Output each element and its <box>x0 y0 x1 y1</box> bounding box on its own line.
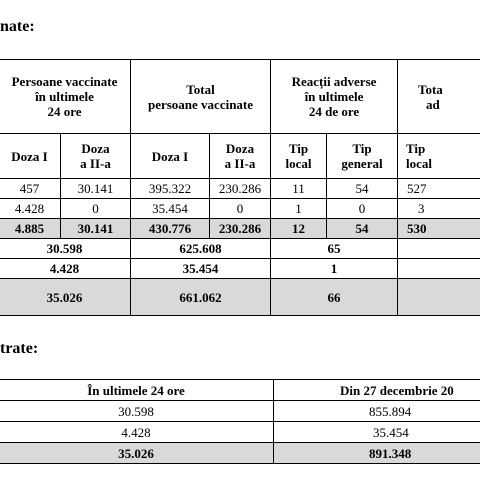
table-total-row <box>0 443 480 464</box>
cell: 30.141 <box>61 179 131 199</box>
cell: 457 <box>0 179 61 199</box>
cell: 12 <box>271 219 327 239</box>
cell: 35.454 <box>131 199 210 219</box>
subheader-tip-general: Tip general <box>327 134 398 179</box>
cell: 66 <box>271 279 398 316</box>
cell <box>398 279 480 316</box>
header-adverse-24h: Reacții adverse în ultimele 24 de ore <box>271 60 398 134</box>
cell: 11 <box>271 179 327 199</box>
summary-row <box>0 259 480 279</box>
cell: 35.026 <box>0 279 131 316</box>
cell: 0 <box>61 199 131 219</box>
table-header-row <box>0 380 480 401</box>
cell: 4.428 <box>0 422 274 443</box>
cell: 0 <box>327 199 398 219</box>
cell: 527 <box>398 179 480 199</box>
subheader-doza-2: Doza a II-a <box>61 134 131 179</box>
cell <box>398 239 480 259</box>
cell: 4.428 <box>0 199 61 219</box>
header-total-persons: Total persoane vaccinate <box>131 60 271 134</box>
table-row <box>0 422 480 443</box>
cell: 530 <box>398 219 480 239</box>
cell: 891.348 <box>274 443 480 464</box>
subheader-doza-1-total: Doza I <box>131 134 210 179</box>
subheader-doza-1: Doza I <box>0 134 61 179</box>
subheader-tip-local-total: Tip local <box>398 134 480 179</box>
table-subheader-row <box>0 134 480 179</box>
cell: 35.454 <box>131 259 271 279</box>
summary-row <box>0 239 480 259</box>
table-row <box>0 179 480 199</box>
subheader-doza-2-total: Doza a II-a <box>210 134 271 179</box>
subheader-tip-local: Tip local <box>271 134 327 179</box>
header-last-24h: În ultimele 24 ore <box>0 380 274 401</box>
cell: 430.776 <box>131 219 210 239</box>
header-since-27-dec: Din 27 decembrie 20 <box>274 380 480 401</box>
vaccination-table <box>0 59 480 316</box>
section-1-title: nate: <box>0 18 35 35</box>
cell: 1 <box>271 199 327 219</box>
cell: 35.454 <box>274 422 480 443</box>
cell: 625.608 <box>131 239 271 259</box>
cell: 4.428 <box>0 259 131 279</box>
section-2-title: trate: <box>0 340 39 357</box>
cell: 54 <box>327 179 398 199</box>
cell: 661.062 <box>131 279 271 316</box>
cell <box>398 259 480 279</box>
header-persons-24h: Persoane vaccinate în ultimele 24 ore <box>0 60 131 134</box>
header-total-adverse: Tota ad <box>398 60 480 134</box>
cell: 65 <box>271 239 398 259</box>
totals-table <box>0 379 480 464</box>
cell: 1 <box>271 259 398 279</box>
table-row <box>0 199 480 219</box>
cell: 230.286 <box>210 179 271 199</box>
table-header-row <box>0 60 480 134</box>
cell: 54 <box>327 219 398 239</box>
cell: 3 <box>398 199 480 219</box>
cell: 855.894 <box>274 401 480 422</box>
cell: 4.885 <box>0 219 61 239</box>
cell: 230.286 <box>210 219 271 239</box>
cell: 395.322 <box>131 179 210 199</box>
cell: 30.598 <box>0 401 274 422</box>
table-total-row <box>0 219 480 239</box>
cell: 30.598 <box>0 239 131 259</box>
cell: 30.141 <box>61 219 131 239</box>
cell: 35.026 <box>0 443 274 464</box>
summary-total-row <box>0 279 480 316</box>
table-row <box>0 401 480 422</box>
cell: 0 <box>210 199 271 219</box>
